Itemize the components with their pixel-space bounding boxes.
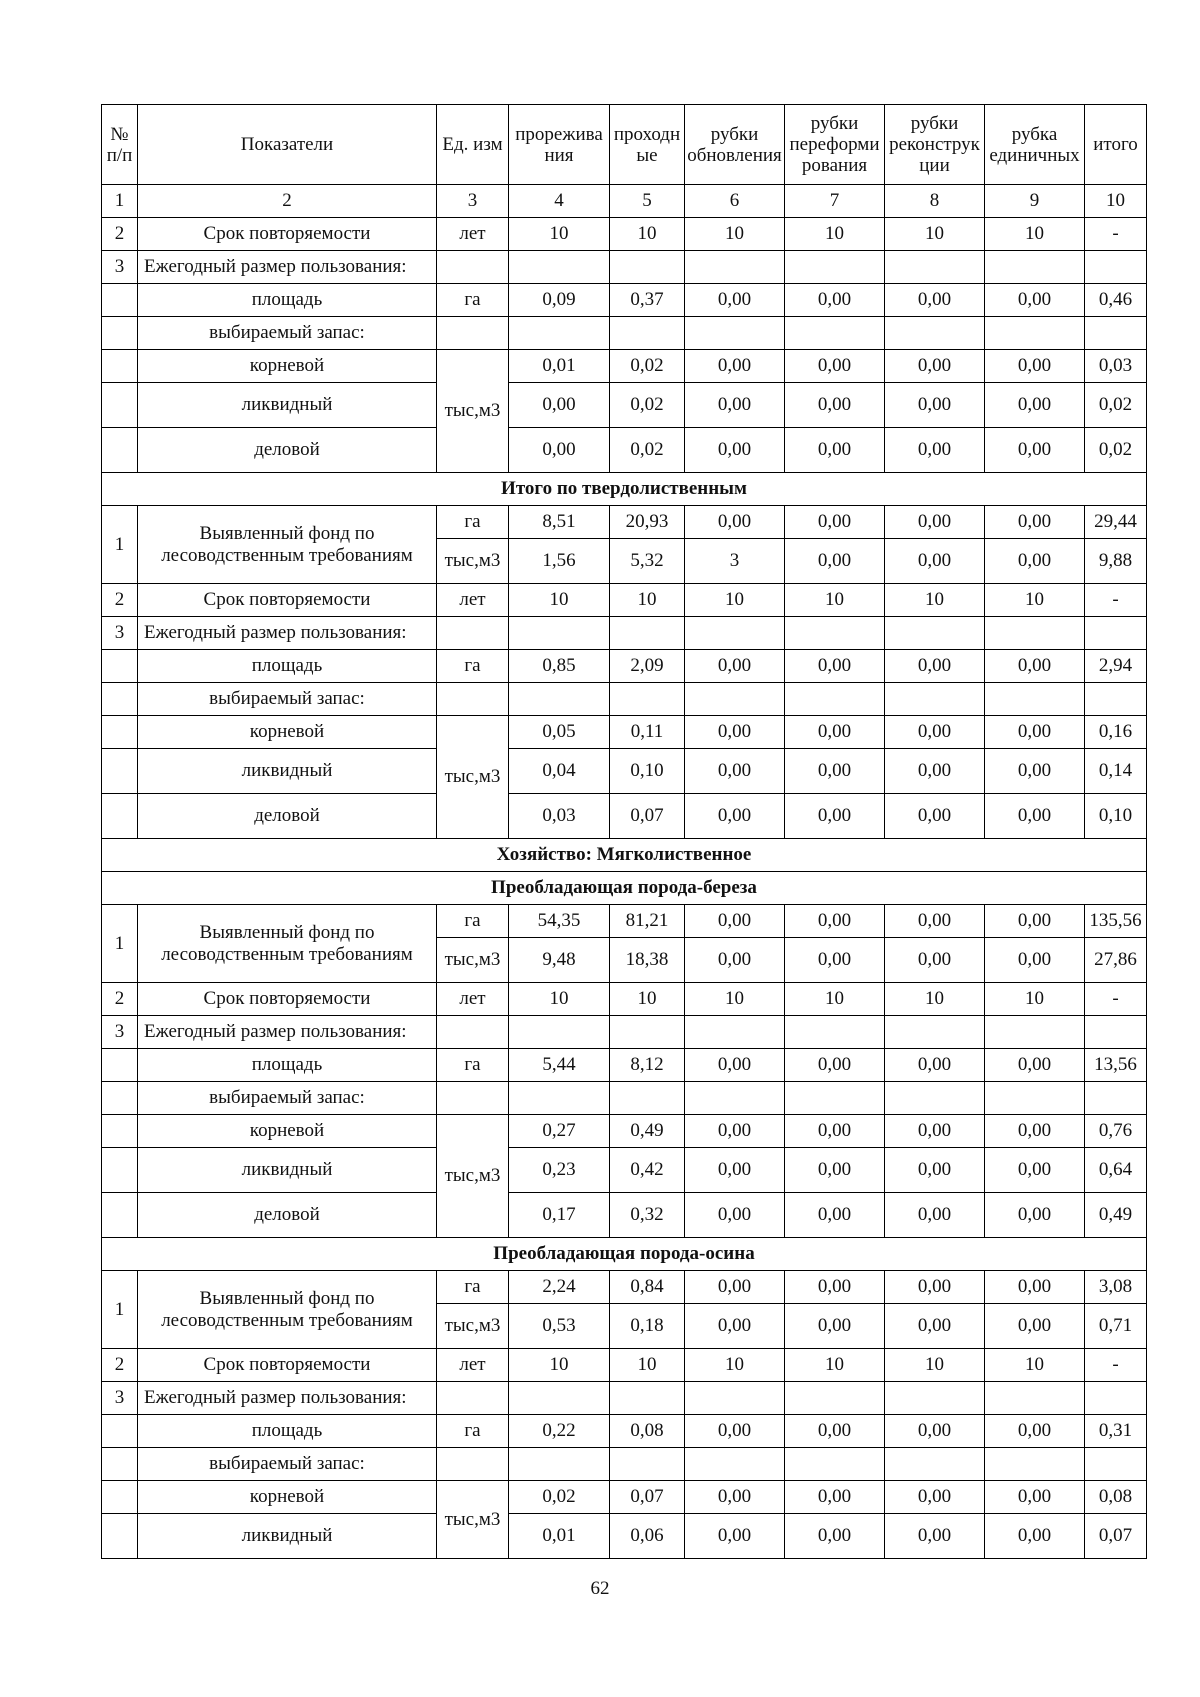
table-cell: 0,71 [1085,1304,1147,1349]
table-cell: 0,00 [785,794,885,839]
table-cell: 0,00 [885,716,985,749]
table-cell: 0,00 [885,1115,985,1148]
header-cell-unit: Ед. изм [437,105,509,185]
table-cell: 0,00 [985,716,1085,749]
table-cell: 0,00 [785,1514,885,1559]
table-cell: 0,00 [785,506,885,539]
table-cell: 10 [685,1349,785,1382]
header-cell-number: № п/п [102,105,138,185]
table-cell: 0,00 [685,1481,785,1514]
table-cell: 0,18 [610,1304,685,1349]
column-number-cell: 2 [138,185,437,218]
table-cell: 0,14 [1085,749,1147,794]
table-cell: 1,56 [509,539,610,584]
column-number-cell: 9 [985,185,1085,218]
table-cell: 0,27 [509,1115,610,1148]
table-cell: - [1085,983,1147,1016]
header-cell-renewal: рубки обновления [685,105,785,185]
table-cell: тыс,м3 [437,938,509,983]
area-row [102,1049,1147,1082]
table-cell: тыс,м3 [437,1304,509,1349]
table-cell: 0,00 [785,905,885,938]
table-cell: 0,00 [785,383,885,428]
table-cell: га [437,1049,509,1082]
table-cell: 0,08 [610,1415,685,1448]
table-cell: 10 [785,584,885,617]
table-cell: 0,00 [985,650,1085,683]
table-cell: 0,00 [885,383,985,428]
fund-label: Выявленный фонд по лесоводственным требованиям [138,905,437,983]
table-cell: 20,93 [610,506,685,539]
annual-use-row [102,1382,1147,1415]
table-cell: 0,00 [885,428,985,473]
table-cell: тыс,м3 [437,539,509,584]
table-cell: 0,00 [985,1148,1085,1193]
table-cell: 5,44 [509,1049,610,1082]
section-row [102,872,1147,905]
table-cell: 0,00 [985,1049,1085,1082]
table-cell: 3 [102,251,138,284]
table-cell: 10 [985,218,1085,251]
table-cell: 0,10 [1085,794,1147,839]
table-cell: 0,00 [785,1481,885,1514]
table-cell: 0,37 [610,284,685,317]
table-cell: 0,00 [885,1148,985,1193]
table-cell: 0,00 [785,428,885,473]
period-row [102,1349,1147,1382]
table-cell: 0,09 [509,284,610,317]
table-cell: 10 [885,584,985,617]
table-cell: 0,32 [610,1193,685,1238]
table-cell: 0,00 [985,1115,1085,1148]
table-cell: 10 [610,584,685,617]
table-cell: деловой [138,1193,437,1238]
table-cell: 27,86 [1085,938,1147,983]
header-cell-passing: проходн ые [610,105,685,185]
column-number-row [102,185,1147,218]
page-number: 62 [590,1578,610,1599]
table-cell: 0,11 [610,716,685,749]
table-cell: ликвидный [138,1514,437,1559]
header-cell-single: рубка единичных [985,105,1085,185]
unit-cell: тыс,м3 [437,350,509,473]
table-cell: 10 [610,218,685,251]
table-cell: выбираемый запас: [138,683,437,716]
fund-label: Выявленный фонд по лесоводственным требованиям [138,506,437,584]
table-cell: корневой [138,716,437,749]
table-cell: 0,00 [785,650,885,683]
table-cell: Срок повторяемости [138,983,437,1016]
table-cell: 0,07 [610,1481,685,1514]
table-cell: 0,00 [885,650,985,683]
table-cell: 0,00 [985,1514,1085,1559]
table-cell: 0,00 [985,350,1085,383]
business-row [102,794,1147,839]
table-cell: 0,00 [785,716,885,749]
table-cell: 0,00 [785,749,885,794]
column-number-cell: 6 [685,185,785,218]
stock-label-row [102,683,1147,716]
table-cell: 10 [785,1349,885,1382]
annual-use-row [102,251,1147,284]
stock-label-row [102,1082,1147,1115]
forest-use-table [101,104,1147,1559]
table-cell: 0,00 [885,1271,985,1304]
table-cell: га [437,905,509,938]
table-cell: 0,00 [785,1193,885,1238]
root-row [102,716,1147,749]
table-cell: 0,85 [509,650,610,683]
table-cell: корневой [138,350,437,383]
table-cell: 0,00 [685,794,785,839]
table-cell: лет [437,584,509,617]
fund-label: Выявленный фонд по лесоводственным требованиям [138,1271,437,1349]
table-cell: 29,44 [1085,506,1147,539]
table-cell: 0,00 [685,1193,785,1238]
table-cell: 0,76 [1085,1115,1147,1148]
table-cell: 0,02 [1085,428,1147,473]
table-cell: - [1085,1349,1147,1382]
root-row [102,1481,1147,1514]
fund-ha-row [102,506,1147,539]
table-cell: деловой [138,428,437,473]
table-cell: 0,00 [985,1271,1085,1304]
table-cell: 0,64 [1085,1148,1147,1193]
header-cell-total: итого [1085,105,1147,185]
column-number-cell: 3 [437,185,509,218]
table-cell: 3 [102,1382,138,1415]
business-row [102,1193,1147,1238]
table-cell: 0,00 [985,1304,1085,1349]
table-cell: 0,17 [509,1193,610,1238]
table-cell: лет [437,983,509,1016]
annual-use-row [102,617,1147,650]
table-cell: площадь [138,284,437,317]
section-row [102,1238,1147,1271]
table-cell: 2 [102,584,138,617]
table-cell: выбираемый запас: [138,317,437,350]
table-cell: 0,00 [885,539,985,584]
table-cell: 2 [102,218,138,251]
table-cell: 0,00 [885,1481,985,1514]
unit-cell: тыс,м3 [437,716,509,839]
period-row [102,983,1147,1016]
column-number-cell: 5 [610,185,685,218]
unit-cell: тыс,м3 [437,1115,509,1238]
table-cell: 2,24 [509,1271,610,1304]
fund-ha-row [102,905,1147,938]
table-cell: - [1085,218,1147,251]
table-cell: Ежегодный размер пользования: [138,1382,437,1415]
table-cell: 0,00 [685,1115,785,1148]
area-row [102,650,1147,683]
table-cell: 3 [685,539,785,584]
table-cell: 0,00 [685,350,785,383]
table-cell: 10 [509,983,610,1016]
table-cell: 54,35 [509,905,610,938]
table-cell: 0,00 [685,1415,785,1448]
table-cell: 0,00 [785,539,885,584]
table-cell: 8,51 [509,506,610,539]
table-cell: га [437,650,509,683]
table-cell: 0,00 [685,428,785,473]
table-cell: 0,00 [685,1049,785,1082]
table-cell: 0,10 [610,749,685,794]
header-cell-indicator: Показатели [138,105,437,185]
stock-label-row [102,1448,1147,1481]
liquid-row [102,383,1147,428]
table-cell: 10 [785,218,885,251]
table-cell: 0,00 [885,938,985,983]
table-cell: 2,09 [610,650,685,683]
table-cell: 0,00 [509,428,610,473]
table-cell: 0,00 [509,383,610,428]
table-cell: 10 [785,983,885,1016]
table-cell: 0,84 [610,1271,685,1304]
table-cell: 9,48 [509,938,610,983]
table-cell: Срок повторяемости [138,1349,437,1382]
table-cell: деловой [138,794,437,839]
table-cell: 0,03 [1085,350,1147,383]
table-cell: 0,00 [985,1193,1085,1238]
table-cell: 0,00 [685,284,785,317]
section-heading: Итого по твердолиственным [102,473,1147,506]
table-cell: 5,32 [610,539,685,584]
table-cell: 0,23 [509,1148,610,1193]
section-row [102,839,1147,872]
table-cell: лет [437,218,509,251]
table-cell: Ежегодный размер пользования: [138,1016,437,1049]
table-cell: площадь [138,1415,437,1448]
table-cell: 2 [102,1349,138,1382]
table-cell: 0,00 [985,1415,1085,1448]
table-cell: 0,49 [610,1115,685,1148]
table-cell: 2,94 [1085,650,1147,683]
table-cell: 0,00 [985,1481,1085,1514]
table-cell: выбираемый запас: [138,1082,437,1115]
table-cell: 0,00 [685,938,785,983]
table-cell: 0,00 [885,905,985,938]
column-number-cell: 1 [102,185,138,218]
table-cell: га [437,1415,509,1448]
table-cell: 0,31 [1085,1415,1147,1448]
table-cell: 0,00 [685,905,785,938]
table-cell: Ежегодный размер пользования: [138,251,437,284]
table-cell: 0,53 [509,1304,610,1349]
table-cell: 0,46 [1085,284,1147,317]
table-cell: 1 [102,506,138,584]
table-cell: 0,02 [610,383,685,428]
table-cell: 0,02 [1085,383,1147,428]
table-cell: 0,01 [509,1514,610,1559]
section-row [102,473,1147,506]
table-cell: 10 [885,1349,985,1382]
table-cell: Срок повторяемости [138,218,437,251]
table-cell: площадь [138,650,437,683]
table-cell: 10 [885,218,985,251]
table-cell: - [1085,584,1147,617]
table-cell: 0,00 [885,1193,985,1238]
table-cell: 8,12 [610,1049,685,1082]
table-cell: 0,02 [610,428,685,473]
table-cell: ликвидный [138,1148,437,1193]
table-cell: 0,00 [785,1115,885,1148]
table-cell: 3,08 [1085,1271,1147,1304]
period-row [102,584,1147,617]
table-cell: 0,00 [685,1304,785,1349]
column-number-cell: 10 [1085,185,1147,218]
table-cell: 0,05 [509,716,610,749]
root-row [102,350,1147,383]
table-cell: 0,00 [685,1148,785,1193]
table-cell: 0,00 [685,650,785,683]
table-cell: ликвидный [138,749,437,794]
table-cell: 0,00 [985,749,1085,794]
table-cell: 0,00 [785,938,885,983]
fund-ha-row [102,1271,1147,1304]
table-cell: 0,00 [885,1304,985,1349]
table-cell: выбираемый запас: [138,1448,437,1481]
table-cell: площадь [138,1049,437,1082]
table-cell: корневой [138,1115,437,1148]
business-row [102,428,1147,473]
table-cell: 1 [102,1271,138,1349]
column-number-cell: 8 [885,185,985,218]
table-cell: 10 [610,983,685,1016]
table-cell: га [437,1271,509,1304]
table-cell: Ежегодный размер пользования: [138,617,437,650]
table-cell: 0,00 [885,1049,985,1082]
table-cell: 81,21 [610,905,685,938]
table-cell: Срок повторяемости [138,584,437,617]
table-cell: 0,00 [785,1304,885,1349]
table-cell: ликвидный [138,383,437,428]
table-cell: 0,42 [610,1148,685,1193]
table-cell: 0,00 [885,1415,985,1448]
area-row [102,284,1147,317]
table-cell: 0,00 [985,938,1085,983]
table-cell: 135,56 [1085,905,1147,938]
unit-cell: тыс,м3 [437,1481,509,1559]
table-cell: 18,38 [610,938,685,983]
area-row [102,1415,1147,1448]
root-row [102,1115,1147,1148]
section-heading: Преобладающая порода-осина [102,1238,1147,1271]
table-cell: 0,00 [685,383,785,428]
table-cell: 0,00 [685,506,785,539]
table-cell: 0,03 [509,794,610,839]
table-cell: 10 [509,1349,610,1382]
table-cell: 0,00 [885,1514,985,1559]
table-cell: 10 [685,983,785,1016]
table-cell: 3 [102,617,138,650]
table-cell: 0,00 [785,1415,885,1448]
header-cell-reformation: рубки переформи рования [785,105,885,185]
table-cell: 1 [102,905,138,983]
column-number-cell: 4 [509,185,610,218]
table-cell: га [437,506,509,539]
table-cell: 0,00 [985,905,1085,938]
table-cell: 10 [885,983,985,1016]
table-cell: 0,00 [985,383,1085,428]
table-cell: 0,02 [509,1481,610,1514]
table-cell: 0,00 [885,350,985,383]
table-cell: 0,07 [610,794,685,839]
table-cell: 0,00 [985,794,1085,839]
table-cell: 0,06 [610,1514,685,1559]
table-cell: 0,00 [785,1148,885,1193]
table-cell: 0,00 [885,506,985,539]
header-cell-reconstruction: рубки реконструк ции [885,105,985,185]
table-cell: га [437,284,509,317]
header-row [102,105,1147,185]
table-cell: 0,00 [885,284,985,317]
table-cell: 0,00 [985,506,1085,539]
table-cell: 0,08 [1085,1481,1147,1514]
table-cell: 2 [102,983,138,1016]
table-cell: 0,00 [685,716,785,749]
table-cell: 0,02 [610,350,685,383]
table-cell: 10 [509,218,610,251]
table-cell: корневой [138,1481,437,1514]
table-cell: 10 [985,1349,1085,1382]
table-cell: 0,00 [985,284,1085,317]
header-cell-thinning: прорежива ния [509,105,610,185]
column-number-cell: 7 [785,185,885,218]
table-cell: 9,88 [1085,539,1147,584]
section-heading: Преобладающая порода-береза [102,872,1147,905]
table-cell: 0,49 [1085,1193,1147,1238]
table-cell: 0,00 [785,1271,885,1304]
table-cell: 0,00 [785,350,885,383]
table-cell: 0,00 [785,284,885,317]
table-cell: 0,01 [509,350,610,383]
table-cell: 0,00 [885,794,985,839]
section-heading: Хозяйство: Мягколиственное [102,839,1147,872]
table-cell: 10 [509,584,610,617]
table-cell: 0,07 [1085,1514,1147,1559]
table-cell: 10 [610,1349,685,1382]
table-cell: 10 [685,584,785,617]
table-cell: 10 [985,983,1085,1016]
table-cell: 13,56 [1085,1049,1147,1082]
table-cell: 0,00 [685,1514,785,1559]
table-cell: 0,00 [885,749,985,794]
period-row [102,218,1147,251]
table-cell: 3 [102,1016,138,1049]
liquid-row [102,749,1147,794]
liquid-row [102,1514,1147,1559]
table-cell: 0,00 [685,1271,785,1304]
table-cell: 0,00 [985,539,1085,584]
liquid-row [102,1148,1147,1193]
table-cell: 0,04 [509,749,610,794]
table-cell: 0,00 [785,1049,885,1082]
stock-label-row [102,317,1147,350]
table-cell: 10 [685,218,785,251]
table-cell: 0,16 [1085,716,1147,749]
table-cell: лет [437,1349,509,1382]
table-cell: 10 [985,584,1085,617]
annual-use-row [102,1016,1147,1049]
table-cell: 0,00 [985,428,1085,473]
table-cell: 0,00 [685,749,785,794]
table-cell: 0,22 [509,1415,610,1448]
